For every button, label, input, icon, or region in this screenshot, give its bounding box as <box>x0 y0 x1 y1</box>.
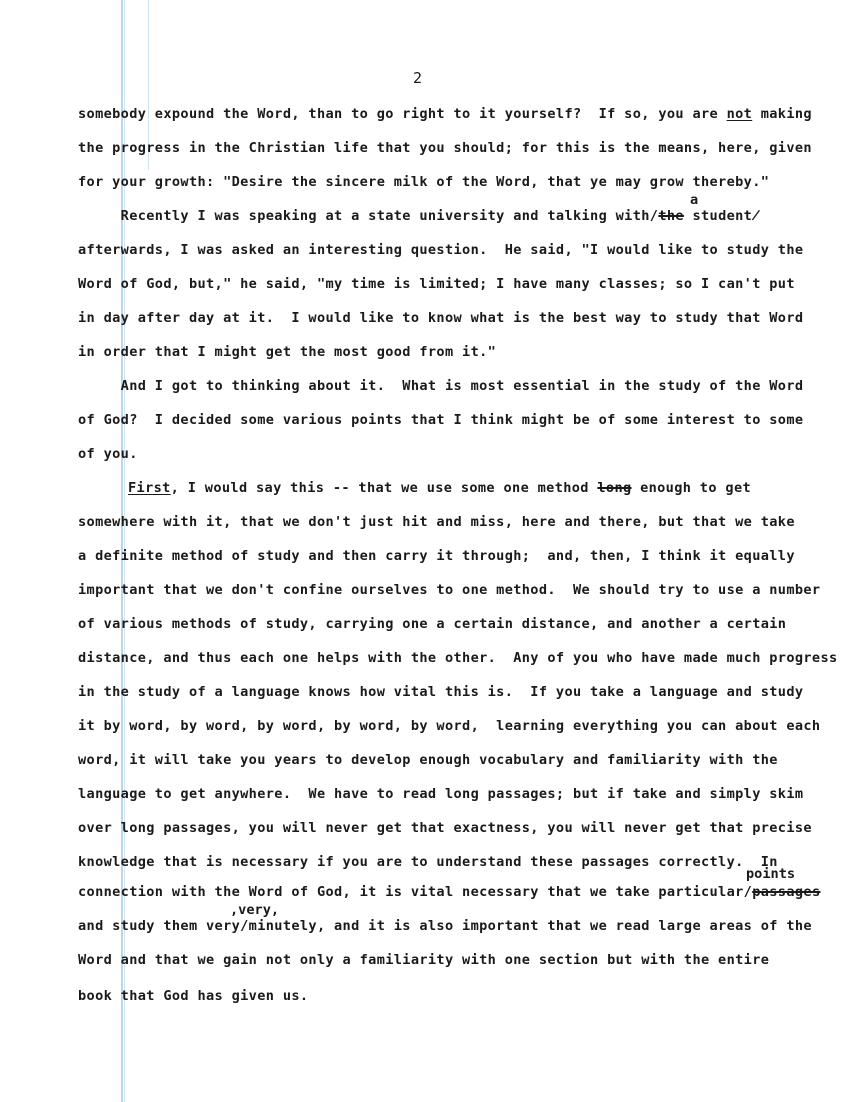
text-line: language to get anywhere. We have to read long passages; but if take and simply skim <box>78 786 804 802</box>
text-line: somebody expound the Word, than to go right to it yourself? If so, you are not making <box>78 106 812 122</box>
text-line: knowledge that is necessary if you are to understand these passages correctly. In <box>78 854 778 870</box>
page-number: 2 <box>413 69 423 87</box>
text-line: for your growth: "Desire the sincere milk of the Word, that ye may grow thereby." <box>78 174 770 190</box>
text-line: it by word, by word, by word, by word, by word, learning everything you can about each <box>78 718 821 734</box>
text-line: distance, and thus each one helps with the other. Any of you who have made much progress <box>78 650 838 666</box>
text-line: important that we don't confine ourselves to one method. We should try to use a number <box>78 582 821 598</box>
text-line: a definite method of study and then carry it through; and, then, I think it equally <box>78 548 795 564</box>
text-line: book that God has given us. <box>78 988 309 1004</box>
text-line: over long passages, you will never get that exactness, you will never get that precise <box>78 820 812 836</box>
text-line: Word and that we gain not only a familiarity with one section but with the entire <box>78 952 770 968</box>
text-line: word, it will take you years to develop enough vocabulary and familiarity with the <box>78 752 778 768</box>
handwritten-insertion: a <box>690 192 699 208</box>
text-line: of various methods of study, carrying one a certain distance, and another a certain <box>78 616 787 632</box>
text-line: of you. <box>78 446 138 462</box>
text-line: in day after day at it. I would like to know what is the best way to study that Word <box>78 310 804 326</box>
text-line: and study them very/minutely, and it is also important that we read large areas of the <box>78 918 812 934</box>
text-line: in the study of a language knows how vital this is. If you take a language and study <box>78 684 804 700</box>
text-line: First, I would say this -- that we use some one method long enough to get <box>128 480 752 496</box>
text-line: the progress in the Christian life that you should; for this is the means, here, given <box>78 140 812 156</box>
handwritten-insertion: ,very, <box>230 902 280 918</box>
text-line: afterwards, I was asked an interesting question. He said, "I would like to study the <box>78 242 804 258</box>
text-line: And I got to thinking about it. What is most essential in the study of the Word <box>78 378 804 394</box>
text-line: connection with the Word of God, it is vital necessary that we take particular/passages <box>78 884 821 900</box>
text-line: Recently I was speaking at a state university and talking with/the student̸ <box>78 208 761 224</box>
text-line: of God? I decided some various points that I think might be of some interest to some <box>78 412 804 428</box>
text-line: somewhere with it, that we don't just hit and miss, here and there, but that we take <box>78 514 795 530</box>
text-line: in order that I might get the most good from it." <box>78 344 497 360</box>
text-line: Word of God, but," he said, "my time is limited; I have many classes; so I can't put <box>78 276 795 292</box>
handwritten-insertion: points <box>746 866 796 882</box>
